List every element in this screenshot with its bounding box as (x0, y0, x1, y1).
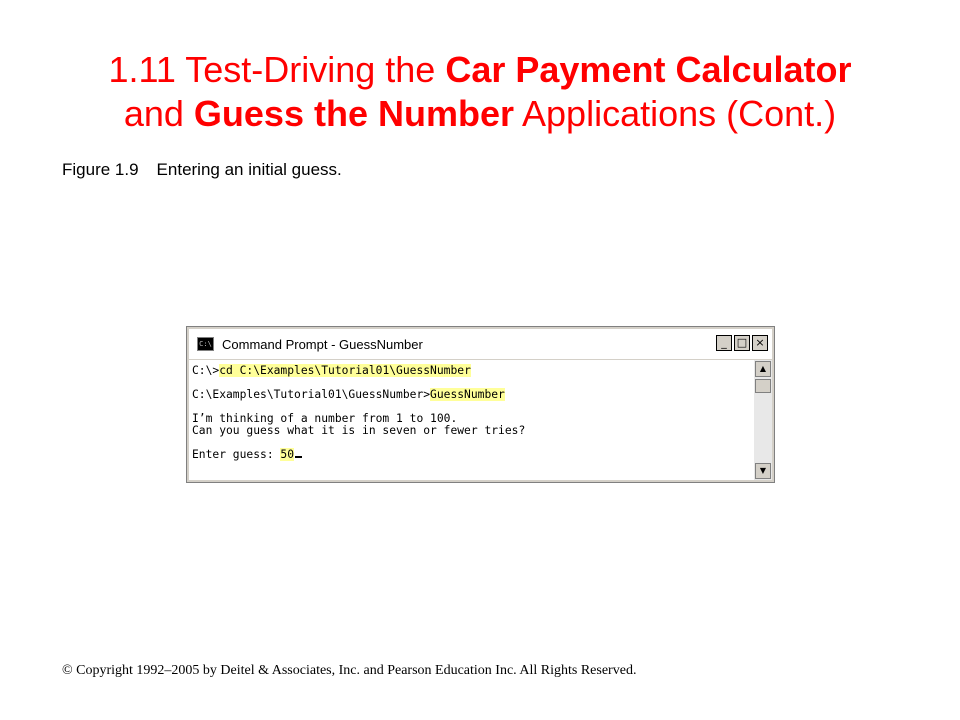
slide-title (0, 48, 960, 136)
figure-number: Figure 1.9 (62, 160, 139, 179)
console-guess-input[interactable]: 50 (280, 448, 295, 461)
window-titlebar[interactable] (189, 329, 772, 359)
console-command-run: GuessNumber (430, 388, 505, 401)
title-bold-2: Guess the Number (193, 93, 514, 134)
text-cursor (295, 456, 302, 458)
console-prompt-2: C:\Examples\Tutorial01\GuessNumber> (192, 388, 431, 401)
window-controls (716, 335, 768, 351)
scroll-up-icon[interactable]: ▲ (755, 361, 771, 377)
console-command-cd: cd C:\Examples\Tutorial01\GuessNumber (219, 364, 471, 377)
figure-caption-text: Entering an initial guess. (156, 160, 342, 179)
window-title: Command Prompt - GuessNumber (222, 336, 423, 352)
maximize-button[interactable]: □ (734, 335, 750, 351)
scroll-down-icon[interactable]: ▼ (755, 463, 771, 479)
title-text-3: Applications (Cont.) (514, 93, 837, 134)
copyright-footer: © Copyright 1992–2005 by Deitel & Associates, Inc. and Pearson Education Inc. All Rights Reserved. (62, 663, 637, 678)
command-prompt-icon[interactable]: C:\ (197, 337, 214, 351)
title-bold-1: Car Payment Calculator (445, 49, 852, 90)
console-prompt-1: C:\> (192, 364, 220, 377)
console-guess-prompt: Enter guess: (192, 448, 281, 461)
close-button[interactable]: × (752, 335, 768, 351)
scroll-thumb[interactable] (755, 379, 771, 393)
console-line-message-2: Can you guess what it is in seven or fewer tries? (192, 424, 526, 437)
command-prompt-window (186, 326, 775, 483)
console-line-message-1: I’m thinking of a number from 1 to 100. (192, 412, 458, 425)
title-text-1: 1.11 Test-Driving the (108, 49, 446, 90)
console-output[interactable] (189, 360, 754, 480)
figure-caption (62, 160, 342, 180)
minimize-button[interactable]: _ (716, 335, 732, 351)
vertical-scrollbar[interactable] (754, 360, 772, 480)
title-text-2: and (123, 93, 194, 134)
